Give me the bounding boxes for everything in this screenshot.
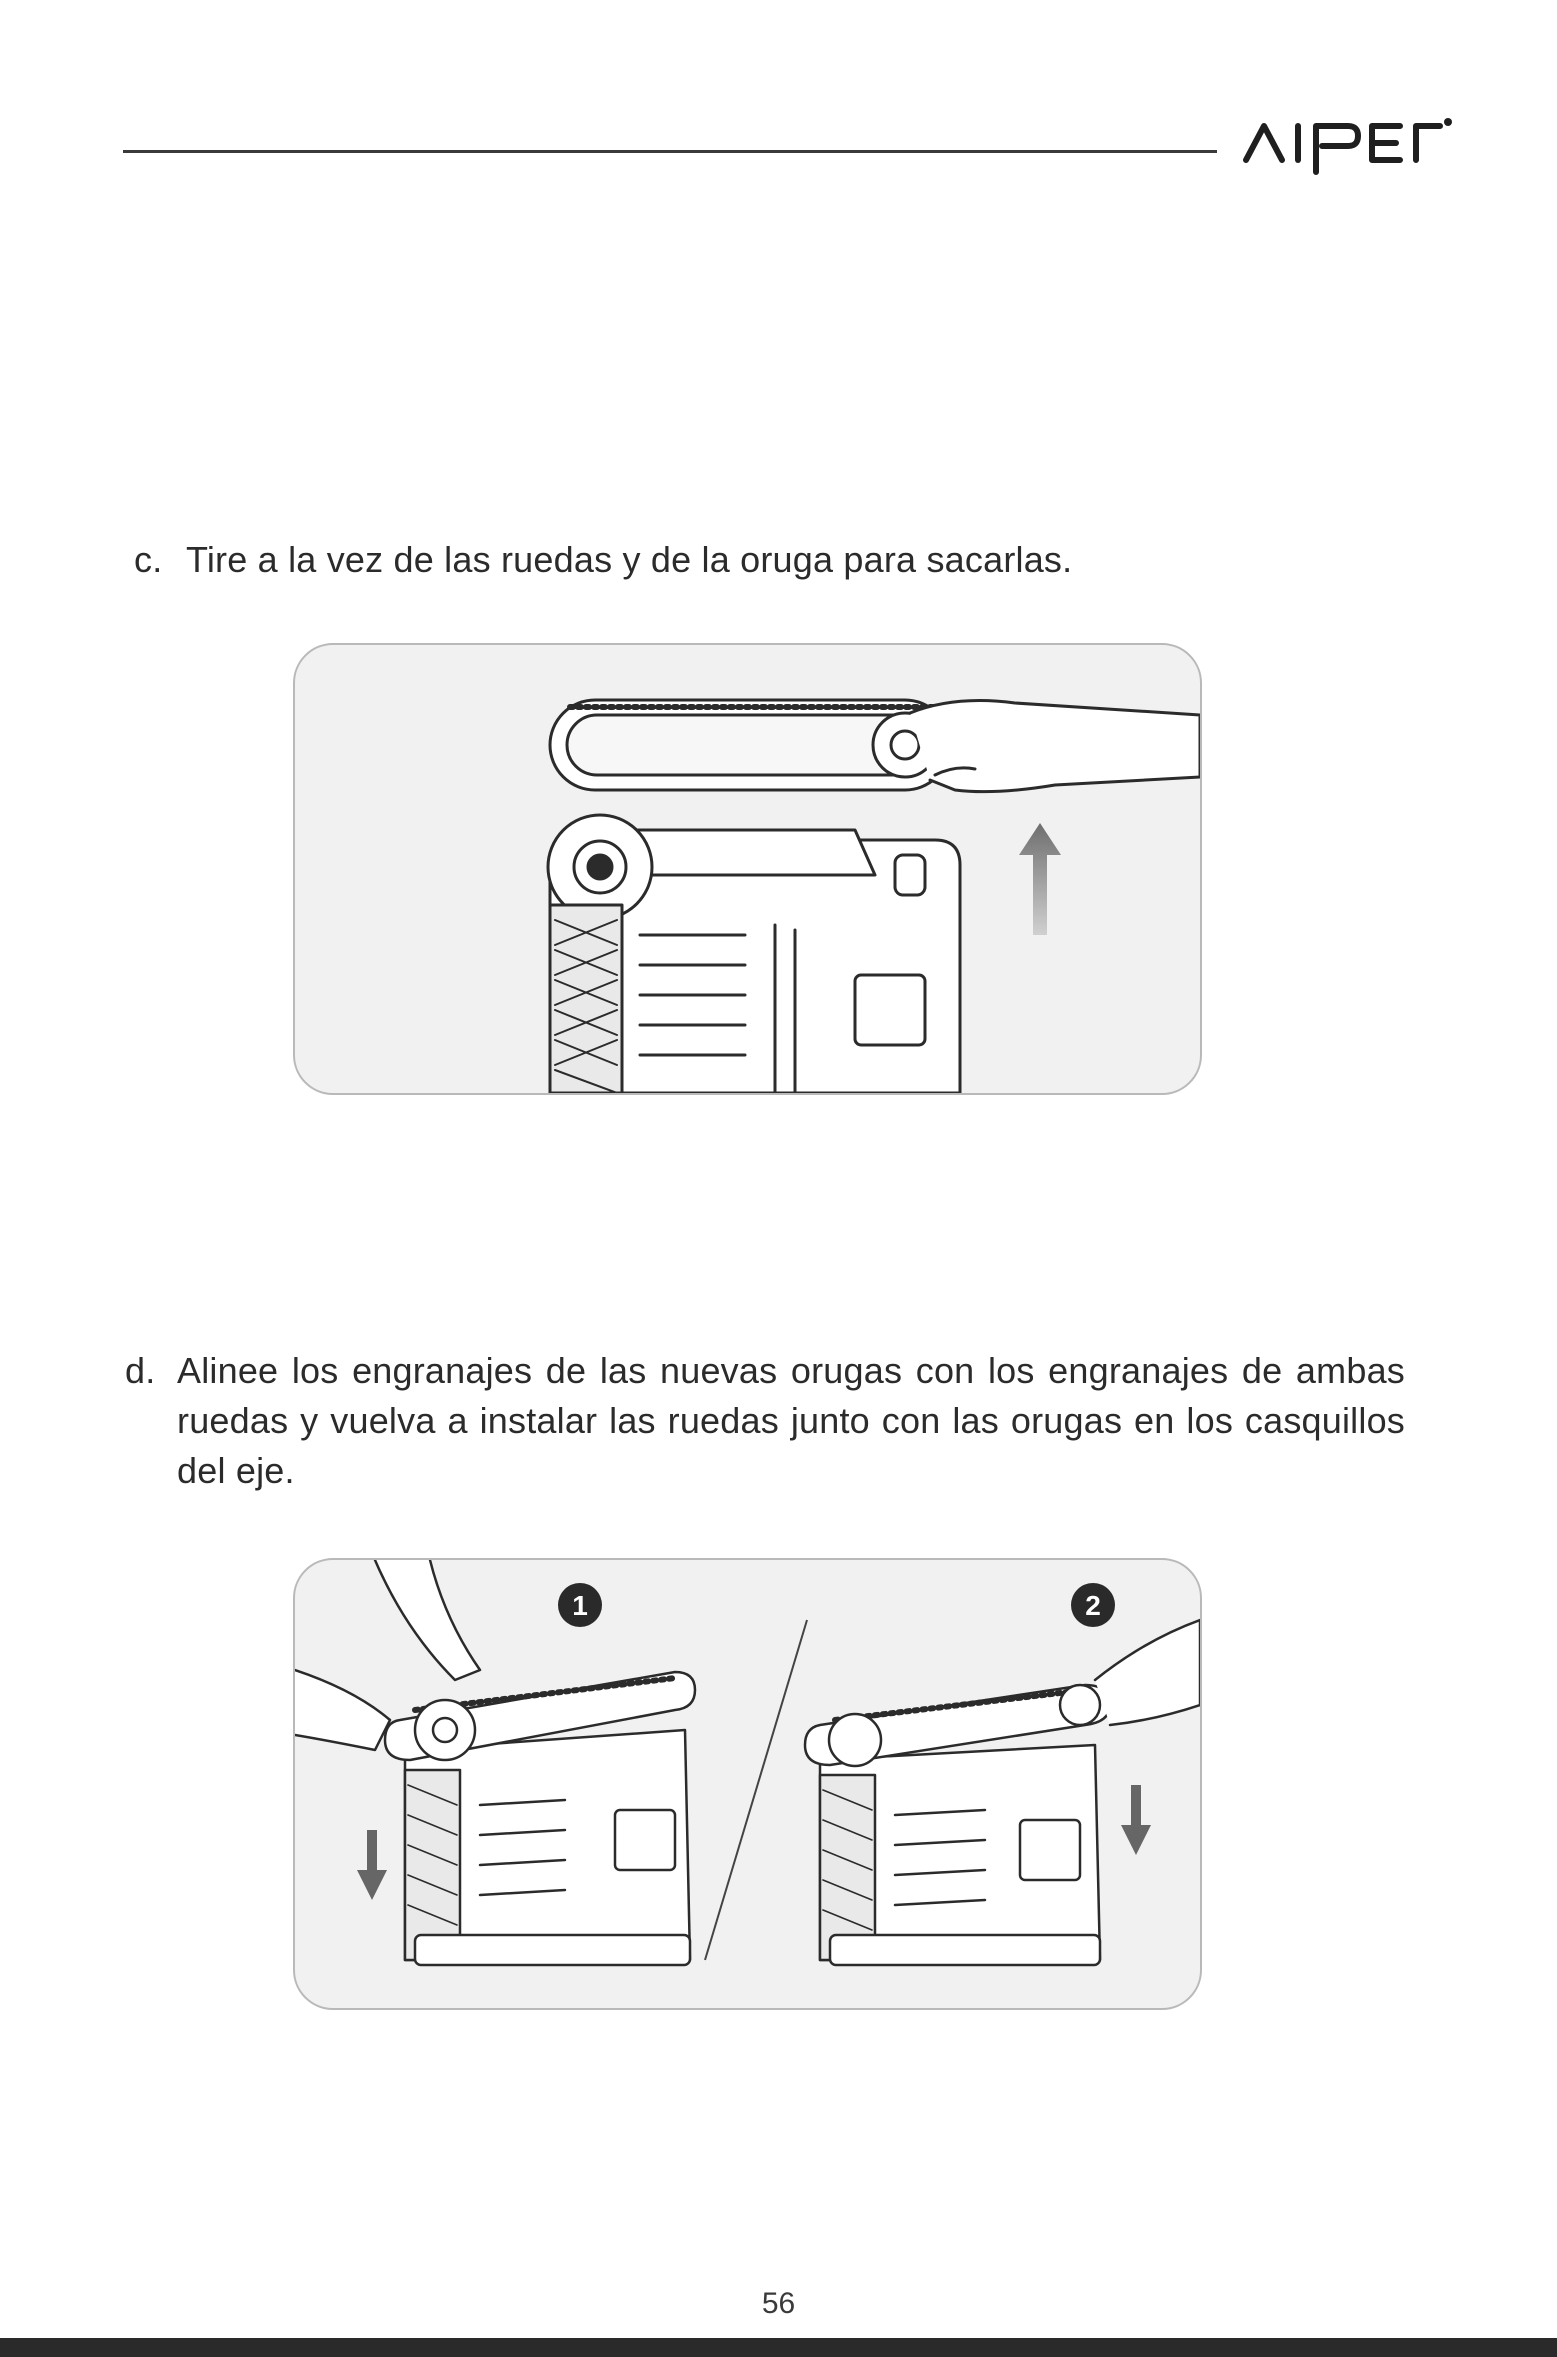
step-d (125, 1346, 1405, 1496)
step-badge-1-label: 1 (572, 1590, 588, 1621)
figure-install-track (293, 1558, 1202, 2010)
step-c-text: Tire a la vez de las ruedas y de la oruga para sacarlas. (186, 539, 1073, 580)
step-c (134, 535, 1434, 585)
illustration-remove-track (295, 645, 1200, 1093)
step-badge-2-label: 2 (1085, 1590, 1101, 1621)
figure-remove-track (293, 643, 1202, 1095)
arrow-up-icon (1019, 823, 1061, 935)
illustration-install-track (295, 1560, 1200, 2008)
step-d-marker: d. (125, 1350, 156, 1391)
page-number: 56 (761, 2287, 796, 2320)
step-c-marker: c. (134, 539, 163, 580)
arrow-down-icon (1121, 1785, 1151, 1855)
header-rule (123, 150, 1217, 153)
arrow-down-icon (357, 1830, 387, 1900)
aiper-logo (1240, 112, 1455, 182)
bottom-bar (0, 2338, 1557, 2357)
step-d-text: Alinee los engranajes de las nuevas orugas con los engranajes de ambas ruedas y vuelva a instalar las ruedas junto con las orugas en los casquillos del eje. (177, 1350, 1405, 1491)
